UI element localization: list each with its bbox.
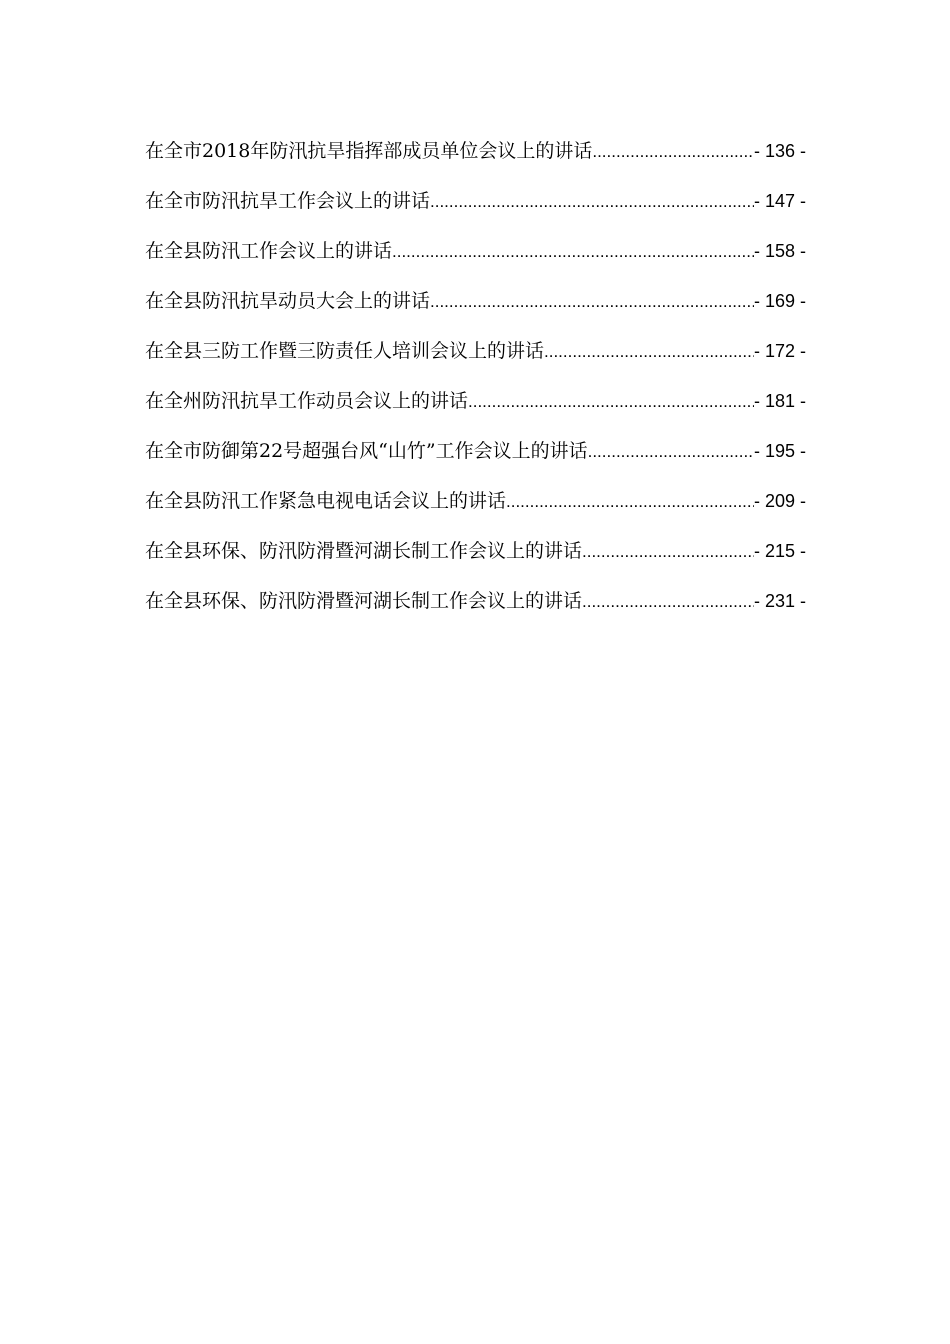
toc-entry-title: 在全县防汛工作会议上的讲话 bbox=[145, 240, 393, 262]
toc-dot-leader bbox=[544, 327, 754, 377]
toc-page-number: - 136 - bbox=[753, 141, 806, 161]
toc-entry[interactable] bbox=[145, 426, 806, 476]
toc-entry-title: 在全县三防工作暨三防责任人培训会议上的讲话 bbox=[145, 340, 545, 362]
toc-entry-title: 在全县环保、防汛防滑暨河湖长制工作会议上的讲话 bbox=[145, 540, 583, 562]
toc-page-number: - 181 - bbox=[753, 391, 806, 411]
toc-dot-leader bbox=[468, 377, 754, 427]
toc-entry[interactable] bbox=[145, 476, 806, 526]
toc-page-number: - 231 - bbox=[753, 591, 806, 611]
toc-entry-title: 在全市2018年防汛抗旱指挥部成员单位会议上的讲话 bbox=[145, 140, 593, 162]
toc-entry[interactable] bbox=[145, 276, 806, 326]
toc-dot-leader bbox=[592, 127, 754, 177]
toc-entry[interactable] bbox=[145, 176, 806, 226]
toc-page-number: - 172 - bbox=[753, 341, 806, 361]
toc-entry-title: 在全市防御第22号超强台风“山竹”工作会议上的讲话 bbox=[145, 440, 588, 462]
toc-entry-title: 在全县防汛工作紧急电视电话会议上的讲话 bbox=[145, 490, 507, 512]
toc-entry-title: 在全市防汛抗旱工作会议上的讲话 bbox=[145, 190, 431, 212]
toc-page-number: - 169 - bbox=[753, 291, 806, 311]
toc-page-number: - 158 - bbox=[753, 241, 806, 261]
toc-entry-title: 在全县环保、防汛防滑暨河湖长制工作会议上的讲话 bbox=[145, 590, 583, 612]
toc-dot-leader bbox=[506, 477, 754, 527]
toc-dot-leader bbox=[582, 527, 754, 577]
toc-dot-leader bbox=[392, 227, 754, 277]
table-of-contents bbox=[145, 126, 806, 626]
toc-page-number: - 195 - bbox=[753, 441, 806, 461]
toc-page-number: - 147 - bbox=[753, 191, 806, 211]
toc-entry[interactable] bbox=[145, 376, 806, 426]
toc-dot-leader bbox=[430, 177, 754, 227]
toc-dot-leader bbox=[582, 577, 754, 627]
toc-dot-leader bbox=[430, 277, 754, 327]
toc-entry-title: 在全县防汛抗旱动员大会上的讲话 bbox=[145, 290, 431, 312]
toc-entry-title: 在全州防汛抗旱工作动员会议上的讲话 bbox=[145, 390, 469, 412]
toc-entry[interactable] bbox=[145, 526, 806, 576]
toc-dot-leader bbox=[588, 427, 754, 477]
toc-entry[interactable] bbox=[145, 326, 806, 376]
toc-page-number: - 215 - bbox=[753, 541, 806, 561]
toc-entry[interactable] bbox=[145, 226, 806, 276]
toc-entry[interactable] bbox=[145, 576, 806, 626]
toc-page-number: - 209 - bbox=[753, 491, 806, 511]
toc-entry[interactable] bbox=[145, 126, 806, 176]
